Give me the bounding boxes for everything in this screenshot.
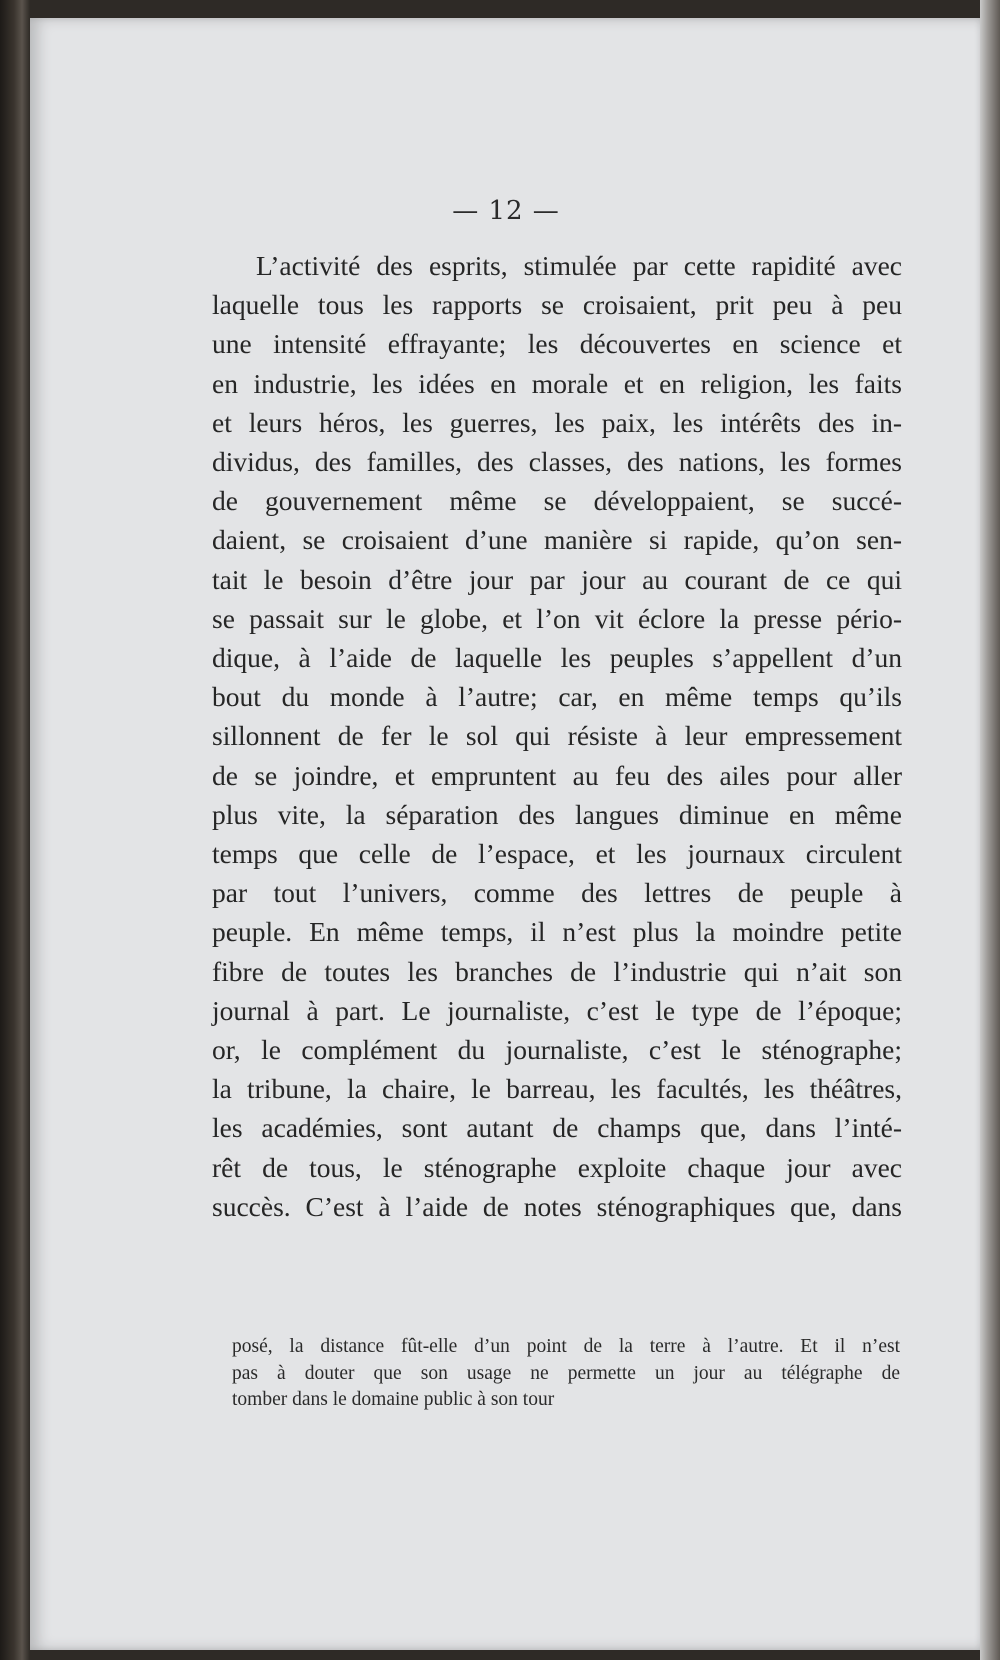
book-edge bbox=[980, 0, 1000, 1660]
text-line: fibre de toutes les branches de l’industrie qui n’ait son bbox=[212, 955, 902, 987]
text-line: laquelle tous les rapports se croisaient, prit peu à peu bbox=[212, 289, 902, 321]
text-line: rêt de tous, le sténographe exploite chaque jour avec bbox=[212, 1151, 902, 1183]
text-line: tait le besoin d’être jour par jour au courant de ce qui bbox=[212, 563, 902, 595]
text-line: en industrie, les idées en morale et en religion, les faits bbox=[212, 367, 902, 399]
text-line: une intensité effrayante; les découvertes en science et bbox=[212, 328, 902, 360]
text-line: daient, se croisaient d’une manière si rapide, qu’on sen- bbox=[212, 524, 902, 556]
text-line: temps que celle de l’espace, et les journaux circulent bbox=[212, 838, 902, 870]
text-line: se passait sur le globe, et l’on vit éclore la presse pério- bbox=[212, 602, 902, 634]
text-line: succès. C’est à l’aide de notes sténographiques que, dans bbox=[212, 1190, 902, 1222]
text-line: or, le complément du journaliste, c’est le sténographe; bbox=[212, 1034, 902, 1066]
body-text bbox=[212, 246, 902, 1226]
footnote-line: tomber dans le domaine public à son tour bbox=[232, 1389, 555, 1410]
footnote-line: pas à douter que son usage ne permette un jour au télégraphe de bbox=[232, 1362, 900, 1384]
footnote-line: posé, la distance fût-elle d’un point de la terre à l’autre. Et il n’est bbox=[232, 1336, 900, 1357]
footnote bbox=[232, 1334, 900, 1414]
text-line: dique, à l’aide de laquelle les peuples s’appellent d’un bbox=[212, 642, 902, 674]
text-line: de gouvernement même se développaient, se succé- bbox=[212, 485, 902, 517]
text-line: les académies, sont autant de champs que, dans l’inté- bbox=[212, 1112, 902, 1144]
text-line: journal à part. Le journaliste, c’est le type de l’époque; bbox=[212, 994, 902, 1026]
text-line: et leurs héros, les guerres, les paix, les intérêts des in- bbox=[212, 406, 902, 438]
text-line: de se joindre, et empruntent au feu des ailes pour aller bbox=[212, 759, 902, 791]
text-line: la tribune, la chaire, le barreau, les facultés, les théâtres, bbox=[212, 1073, 902, 1105]
text-line: dividus, des familles, des classes, des nations, les formes bbox=[212, 446, 902, 478]
page-number: — 12 — bbox=[452, 196, 560, 226]
text-line: L’activité des esprits, stimulée par cette rapidité avec bbox=[256, 250, 902, 281]
text-line: bout du monde à l’autre; car, en même temps qu’ils bbox=[212, 681, 902, 713]
text-line: par tout l’univers, comme des lettres de peuple à bbox=[212, 877, 902, 909]
text-line: peuple. En même temps, il n’est plus la moindre petite bbox=[212, 916, 902, 948]
text-line: sillonnent de fer le sol qui résiste à leur empressement bbox=[212, 720, 902, 752]
text-line: plus vite, la séparation des langues diminue en même bbox=[212, 798, 902, 830]
paper-page bbox=[30, 18, 982, 1650]
